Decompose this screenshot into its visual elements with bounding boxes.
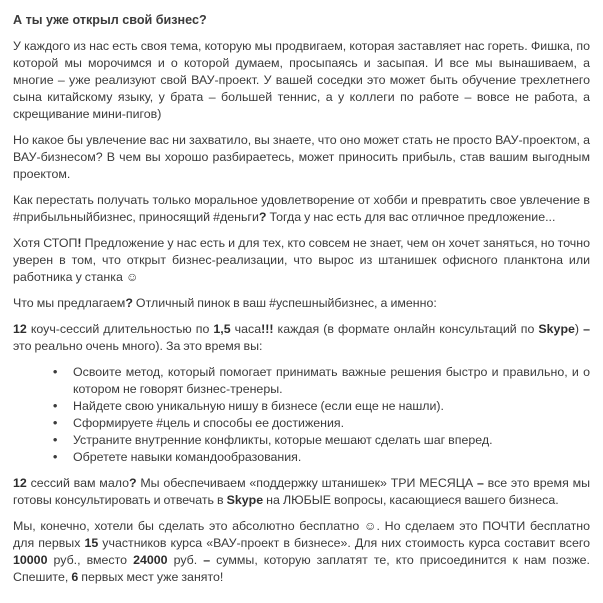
text-run: Отличный пинок в ваш #успешныйбизнес, а именно: xyxy=(132,296,437,310)
list-item xyxy=(73,398,590,415)
bold-text-run: Skype xyxy=(538,322,575,336)
text-run: Как перестать получать только моральное удовлетворение от хобби и превратить свое увлечение в #прибыльныйбизнес, приносящий #деньги xyxy=(13,193,590,224)
bold-text-run: 15 xyxy=(84,536,99,550)
paragraph xyxy=(13,235,590,286)
paragraph xyxy=(13,321,590,355)
text-run: Мы обеспечиваем «поддержку штанишек» ТРИ МЕСЯЦА xyxy=(136,476,477,490)
paragraph xyxy=(13,475,590,509)
text-run: Обретете навыки командообразования. xyxy=(73,450,302,464)
text-run: Тогда у нас есть для вас отличное предложение... xyxy=(266,210,556,224)
bold-text-run: – xyxy=(583,322,590,336)
text-run: ) xyxy=(574,322,584,336)
bold-text-run: ! xyxy=(77,236,82,250)
text-run: руб., вместо xyxy=(47,553,134,567)
text-run: Мы, конечно, хотели бы сделать это абсолютно бесплатно ☺. Но сделаем это ПОЧТИ бесплатно для первых xyxy=(13,519,590,550)
text-run: коуч-сессий длительностью по xyxy=(26,322,214,336)
text-run: Освоите метод, который помогает принимать важные решения быстро и правильно, и о котором не говорят бизнес-тренеры. xyxy=(73,365,590,396)
bold-text-run: ? xyxy=(258,210,267,224)
text-run: каждая (в формате онлайн консультаций по xyxy=(273,322,539,336)
list-item xyxy=(73,364,590,398)
text-run: часа xyxy=(230,322,262,336)
document-body xyxy=(13,38,590,586)
text-run: Предложение у нас есть и для тех, кто совсем не знает, чем он хочет заняться, но точно уверен в том, что открыт бизнес-реализации, что вырос из штанишек офисного планктона или работника у станка ☺ xyxy=(13,236,591,284)
paragraph xyxy=(13,132,590,183)
list-item xyxy=(73,415,590,432)
text-run: суммы, которую заплатят те, кто присоединится к нам позже. Спешите, xyxy=(13,553,590,584)
text-run: Сформируете #цель и способы ее достижения. xyxy=(73,416,345,430)
text-run: участников курса «ВАУ-проект в бизнесе». Для них стоимость курса составит всего xyxy=(98,536,590,550)
text-run: все это время мы готовы консультировать и отвечать в xyxy=(13,476,590,507)
document-title: А ты уже открыл свой бизнес? xyxy=(13,13,207,27)
list-item xyxy=(73,432,590,449)
list-item xyxy=(73,449,590,466)
text-run: Найдете свою уникальную нишу в бизнесе (если еще не нашли). xyxy=(73,399,444,413)
bold-text-run: 10000 xyxy=(13,553,48,567)
text-run: это реально очень много). За это время вы: xyxy=(13,339,263,353)
text-run: Хотя СТОП xyxy=(13,236,78,250)
bold-text-run: 12 xyxy=(13,322,27,336)
bold-text-run: 12 xyxy=(13,476,27,490)
paragraph xyxy=(13,295,590,312)
bold-text-run: ? xyxy=(125,296,133,310)
paragraph xyxy=(13,192,590,226)
paragraph xyxy=(13,38,590,123)
text-run: первых мест уже занято! xyxy=(78,570,224,584)
bold-text-run: 6 xyxy=(71,570,79,584)
bold-text-run: ? xyxy=(128,476,137,490)
bold-text-run: 24000 xyxy=(133,553,168,567)
bold-text-run: Skype xyxy=(226,493,264,507)
text-run: У каждого из нас есть своя тема, которую мы продвигаем, которая заставляет нас гореть. Фишка, по которой мы морочимся и о которой думаем, просыпаясь и засыпая. И все мы вынашиваем, а многие – уже реализуют свой ВАУ-проект. У вашей соседки это может быть обучение трехлетнего сына китайскому языку, у брата – большей теннис, а у коллеги по работе – вовсе не работа, а скрещивание мини-пигов) xyxy=(13,39,590,121)
bold-text-run: !!! xyxy=(261,322,274,336)
text-run: сессий вам мало xyxy=(26,476,129,490)
bullet-list xyxy=(13,364,590,466)
text-run: Что мы предлагаем xyxy=(13,296,126,310)
bold-text-run: – xyxy=(203,553,211,567)
text-run: на ЛЮБЫЕ вопросы, касающиеся вашего бизнеса. xyxy=(263,493,559,507)
bold-text-run: – xyxy=(476,476,484,490)
paragraph xyxy=(13,518,590,586)
text-run: руб. xyxy=(167,553,204,567)
bold-text-run: 1,5 xyxy=(213,322,231,336)
text-run: Но какое бы увлечение вас ни захватило, вы знаете, что оно может стать не просто ВАУ-проектом, а ВАУ-бизнесом? В чем вы хорошо разбираетесь, может приносить прибыль, став вашим выгодным проектом. xyxy=(13,133,590,181)
text-run: Устраните внутренние конфликты, которые мешают сделать шаг вперед. xyxy=(73,433,493,447)
